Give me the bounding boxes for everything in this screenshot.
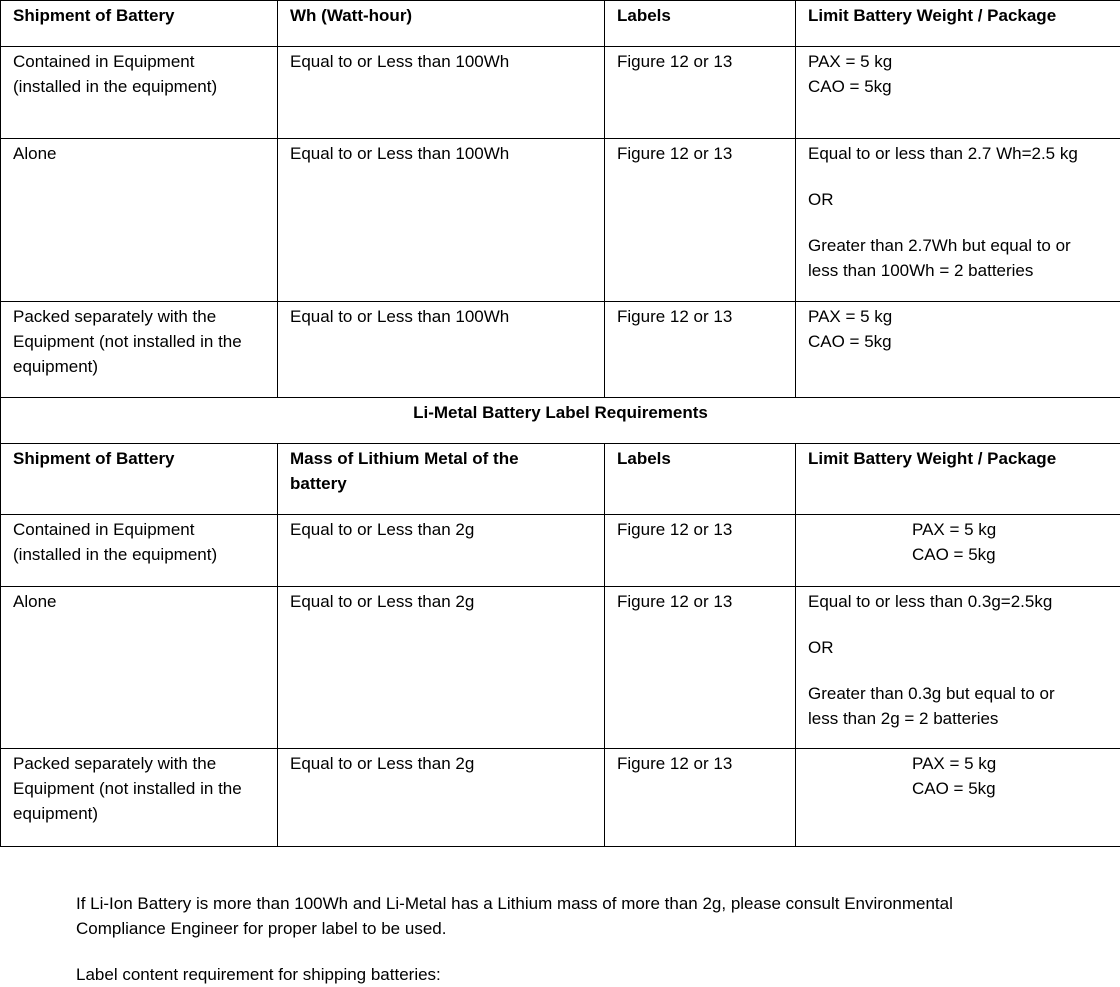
li-metal-header-row bbox=[1, 444, 1120, 515]
limit-or: OR bbox=[808, 187, 1108, 212]
labels-cell: Figure 12 or 13 bbox=[605, 302, 796, 398]
limit-line: Greater than 2.7Wh but equal to or bbox=[808, 233, 1108, 258]
header-wh: Wh (Watt-hour) bbox=[278, 1, 605, 47]
limit-line: PAX = 5 kg bbox=[808, 304, 1108, 329]
labels-cell: Figure 12 or 13 bbox=[605, 47, 796, 139]
wh-cell: Equal to or Less than 100Wh bbox=[278, 302, 605, 398]
section-title-row bbox=[1, 398, 1120, 444]
limit-line: PAX = 5 kg bbox=[912, 751, 1108, 776]
labels-cell: Figure 12 or 13 bbox=[605, 749, 796, 847]
wh-cell: Equal to or Less than 100Wh bbox=[278, 47, 605, 139]
shipment-line: Packed separately with the bbox=[13, 751, 265, 776]
shipment-line: equipment) bbox=[13, 354, 265, 379]
header-limit: Limit Battery Weight / Package bbox=[796, 444, 1120, 515]
shipment-cell bbox=[1, 587, 278, 749]
header-mass bbox=[278, 444, 605, 515]
table-row bbox=[1, 302, 1120, 398]
label-content-heading: Label content requirement for shipping batteries: bbox=[76, 962, 1076, 987]
header-shipment: Shipment of Battery bbox=[1, 1, 278, 47]
shipment-cell bbox=[1, 47, 278, 139]
shipment-line: Alone bbox=[13, 141, 265, 166]
limit-line: less than 100Wh = 2 batteries bbox=[808, 258, 1108, 283]
header-limit: Limit Battery Weight / Package bbox=[796, 1, 1120, 47]
header-mass-line: Mass of Lithium Metal of the bbox=[290, 446, 592, 471]
labels-cell: Figure 12 or 13 bbox=[605, 139, 796, 302]
limit-cell bbox=[796, 587, 1120, 749]
table-row bbox=[1, 587, 1120, 749]
section-title: Li-Metal Battery Label Requirements bbox=[1, 398, 1120, 444]
li-ion-header-row bbox=[1, 1, 1120, 47]
limit-cell bbox=[796, 302, 1120, 398]
shipment-line: Contained in Equipment bbox=[13, 49, 265, 74]
shipment-line: (installed in the equipment) bbox=[13, 74, 265, 99]
header-shipment: Shipment of Battery bbox=[1, 444, 278, 515]
limit-cell bbox=[796, 515, 1120, 587]
consult-note-line: Compliance Engineer for proper label to be used. bbox=[76, 916, 1076, 941]
shipment-line: Equipment (not installed in the bbox=[13, 329, 265, 354]
limit-line: CAO = 5kg bbox=[808, 74, 1108, 99]
shipment-cell bbox=[1, 139, 278, 302]
shipment-line: Packed separately with the bbox=[13, 304, 265, 329]
shipment-cell bbox=[1, 302, 278, 398]
limit-line: less than 2g = 2 batteries bbox=[808, 706, 1108, 731]
limit-cell bbox=[796, 749, 1120, 847]
shipment-cell bbox=[1, 515, 278, 587]
header-labels: Labels bbox=[605, 1, 796, 47]
limit-cell bbox=[796, 47, 1120, 139]
limit-line: Greater than 0.3g but equal to or bbox=[808, 681, 1108, 706]
mass-cell: Equal to or Less than 2g bbox=[278, 587, 605, 749]
limit-cell bbox=[796, 139, 1120, 302]
limit-line: PAX = 5 kg bbox=[912, 517, 1108, 542]
limit-line: Equal to or less than 0.3g=2.5kg bbox=[808, 589, 1108, 614]
shipment-line: Contained in Equipment bbox=[13, 517, 265, 542]
shipment-line: equipment) bbox=[13, 801, 265, 826]
shipment-line: Alone bbox=[13, 589, 265, 614]
consult-note bbox=[76, 891, 1076, 941]
header-mass-line: battery bbox=[290, 471, 592, 496]
table-row bbox=[1, 47, 1120, 139]
shipment-cell bbox=[1, 749, 278, 847]
limit-line: CAO = 5kg bbox=[912, 542, 1108, 567]
limit-line: PAX = 5 kg bbox=[808, 49, 1108, 74]
table-row bbox=[1, 749, 1120, 847]
wh-cell: Equal to or Less than 100Wh bbox=[278, 139, 605, 302]
shipment-line: Equipment (not installed in the bbox=[13, 776, 265, 801]
labels-cell: Figure 12 or 13 bbox=[605, 587, 796, 749]
shipment-line: (installed in the equipment) bbox=[13, 542, 265, 567]
table-row bbox=[1, 515, 1120, 587]
limit-or: OR bbox=[808, 635, 1108, 660]
mass-cell: Equal to or Less than 2g bbox=[278, 515, 605, 587]
limit-line: CAO = 5kg bbox=[912, 776, 1108, 801]
table-row bbox=[1, 139, 1120, 302]
consult-note-line: If Li-Ion Battery is more than 100Wh and Li-Metal has a Lithium mass of more than 2g, please consult Environmental bbox=[76, 891, 1076, 916]
labels-cell: Figure 12 or 13 bbox=[605, 515, 796, 587]
header-labels: Labels bbox=[605, 444, 796, 515]
limit-line: Equal to or less than 2.7 Wh=2.5 kg bbox=[808, 141, 1108, 166]
limit-line: CAO = 5kg bbox=[808, 329, 1108, 354]
mass-cell: Equal to or Less than 2g bbox=[278, 749, 605, 847]
